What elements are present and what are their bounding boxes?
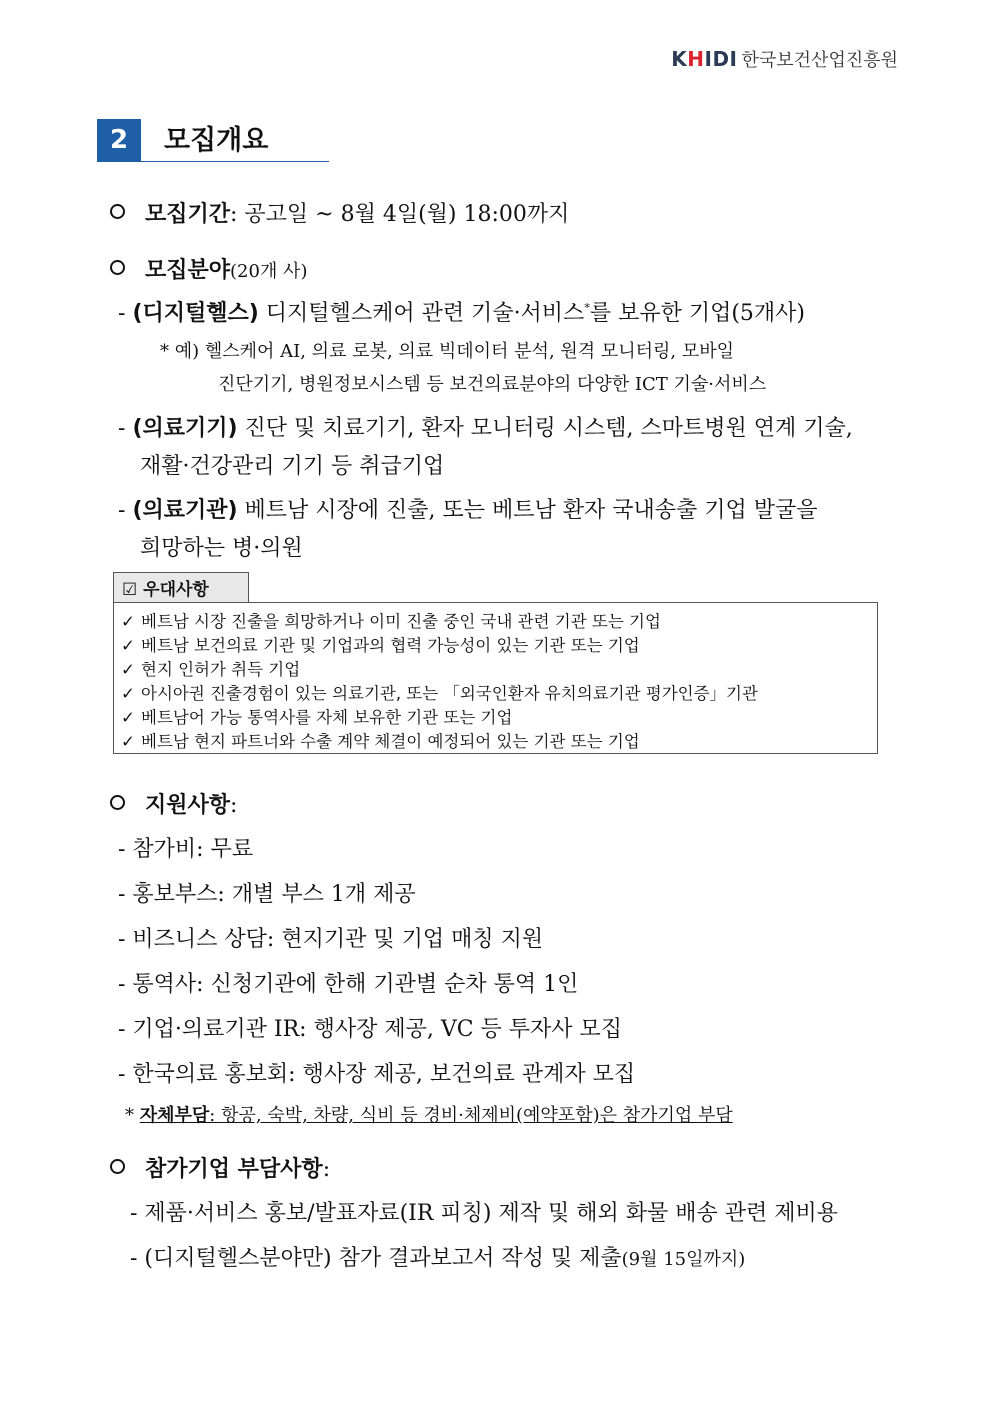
burden-item: 참가기업 부담사항:	[110, 1152, 330, 1183]
medical-device-item: - (의료기기) 진단 및 치료기기, 환자 모니터링 시스템, 스마트병원 연계 기술,	[118, 416, 853, 441]
logo-mark: KHIDI	[671, 47, 738, 71]
medical-institution-item-cont: 희망하는 병·의원	[140, 536, 303, 561]
circle-bullet-icon	[110, 795, 125, 810]
support-list-item: - 한국의료 홍보회: 행사장 제공, 보건의료 관계자 모집	[118, 1062, 636, 1087]
check-icon: ✓	[121, 660, 135, 679]
preference-item: ✓ 베트남 시장 진출을 희망하거나 이미 진출 중인 국내 관련 기관 또는 기업	[121, 612, 661, 631]
preference-item: ✓ 현지 인허가 취득 기업	[121, 660, 301, 679]
period-item: 모집기간: 공고일 ~ 8월 4일(월) 18:00까지	[110, 197, 569, 228]
circle-bullet-icon	[110, 204, 125, 219]
check-icon: ✓	[121, 612, 135, 631]
check-icon: ✓	[121, 684, 135, 703]
burden-list-item: - (디지털헬스분야만) 참가 결과보고서 작성 및 제출(9월 15일까지)	[130, 1246, 746, 1271]
check-icon: ✓	[121, 708, 135, 727]
example-note-line1: * 예) 헬스케어 AI, 의료 로봇, 의료 빅데이터 분석, 원격 모니터링, 모바일	[160, 341, 735, 362]
preference-item: ✓ 아시아권 진출경험이 있는 의료기관, 또는 「외국인환자 유치의료기관 평가인증」기관	[121, 684, 758, 703]
section-underline	[97, 161, 329, 162]
preference-item: ✓ 베트남어 가능 통역사를 자체 보유한 기관 또는 기업	[121, 708, 513, 727]
section-title: 모집개요	[164, 125, 269, 156]
kohidi-logo	[671, 46, 898, 72]
preference-item: ✓ 베트남 보건의료 기관 및 기업과의 협력 가능성이 있는 기관 또는 기업	[121, 636, 640, 655]
support-list-item: - 비즈니스 상담: 현지기관 및 기업 매칭 지원	[118, 927, 544, 952]
section-number: 2	[97, 119, 141, 161]
example-note-line2: 진단기기, 병원정보시스템 등 보건의료분야의 다양한 ICT 기술·서비스	[218, 374, 767, 395]
digital-health-item: - (디지털헬스) 디지털헬스케어 관련 기술·서비스*를 보유한 기업(5개사)	[118, 301, 805, 326]
support-list-item: - 통역사: 신청기관에 한해 기관별 순차 통역 1인	[118, 972, 579, 997]
support-list-item: - 참가비: 무료	[118, 837, 254, 862]
preference-item: ✓ 베트남 현지 파트너와 수출 계약 체결이 예정되어 있는 기관 또는 기업	[121, 732, 640, 751]
check-icon: ✓	[121, 636, 135, 655]
preference-tab: ☑ 우대사항	[113, 572, 249, 602]
support-list-item: - 홍보부스: 개별 부스 1개 제공	[118, 882, 416, 907]
logo-text: 한국보건산업진흥원	[741, 50, 898, 71]
fields-item: 모집분야(20개 사)	[110, 253, 307, 284]
burden-list-item: - 제품·서비스 홍보/발표자료(IR 피칭) 제작 및 해외 화물 배송 관련 제비용	[130, 1201, 838, 1226]
self-burden-note: * 자체부담: 항공, 숙박, 차량, 식비 등 경비·체제비(예약포함)은 참가기업 부담	[125, 1105, 733, 1126]
medical-institution-item: - (의료기관) 베트남 시장에 진출, 또는 베트남 환자 국내송출 기업 발굴을	[118, 498, 818, 523]
support-list-item: - 기업·의료기관 IR: 행사장 제공, VC 등 투자사 모집	[118, 1017, 623, 1042]
check-icon: ✓	[121, 732, 135, 751]
circle-bullet-icon	[110, 1159, 125, 1174]
medical-device-item-cont: 재활·건강관리 기기 등 취급기업	[140, 454, 445, 479]
circle-bullet-icon	[110, 260, 125, 275]
support-item: 지원사항:	[110, 788, 237, 819]
